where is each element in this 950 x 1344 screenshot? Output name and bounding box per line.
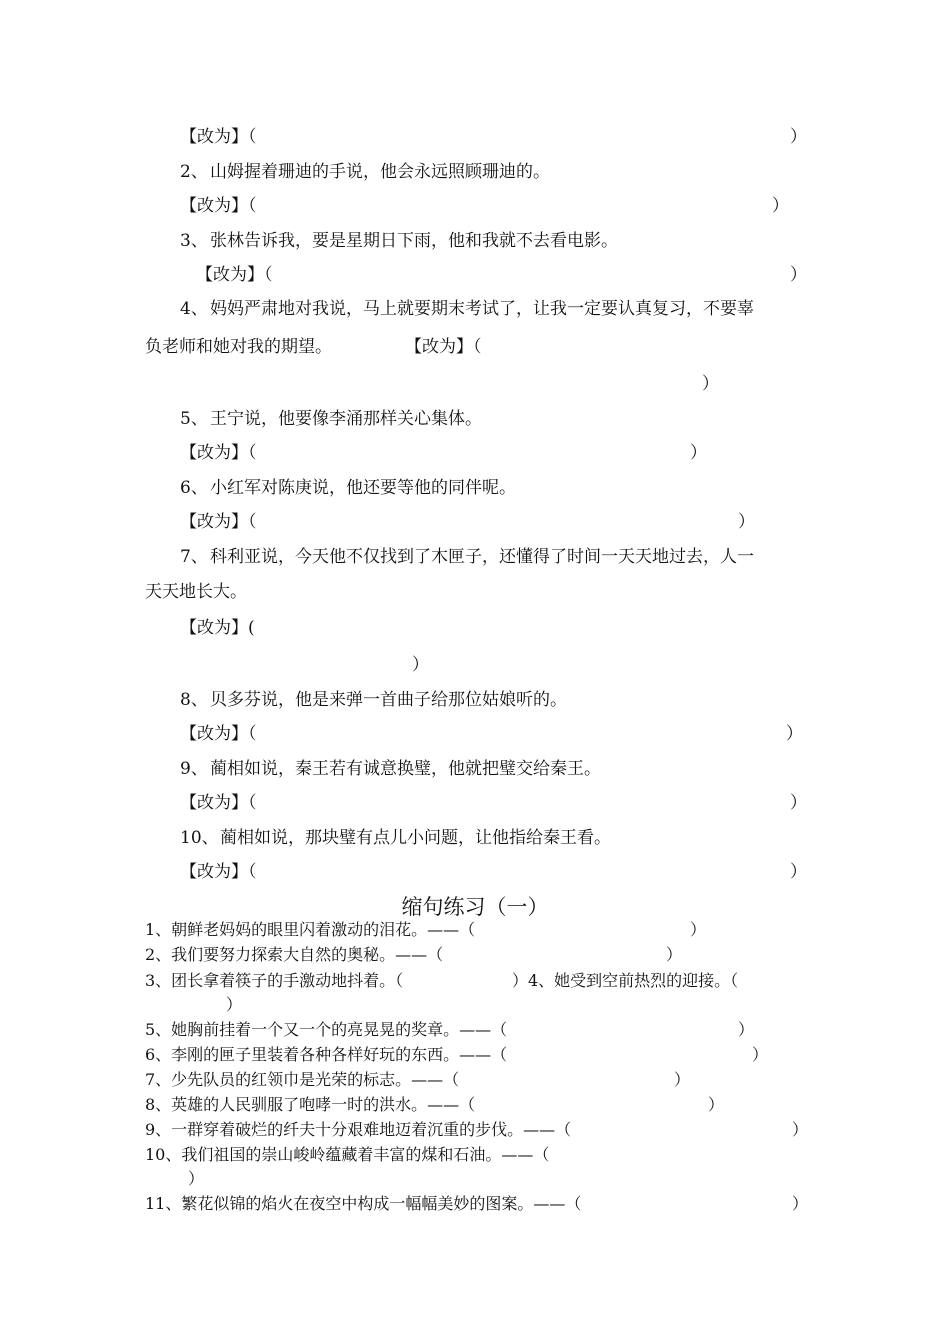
change-label: 【改为】（	[180, 127, 257, 147]
answer-close: ）	[702, 374, 719, 394]
question-number: 4、	[180, 299, 208, 319]
question-text: 蔺相如说，那块璧有点儿小问题，让他指给秦王看。	[220, 828, 611, 848]
change-label: 【改为】（	[180, 793, 257, 813]
question-text: 贝多芬说，他是来弹一首曲子给那位姑娘听的。	[210, 690, 567, 710]
list-item: 8、英雄的人民驯服了咆哮一时的洪水。——（	[145, 1095, 476, 1114]
change-label: 【改为】（	[180, 512, 257, 532]
change-label: 【改为】（	[180, 724, 257, 744]
list-item: 1、朝鲜老妈妈的眼里闪着激动的泪花。——（	[145, 920, 476, 939]
answer-close: ）	[790, 127, 807, 147]
question-text: 科利亚说，今天他不仅找到了木匣子，还懂得了时间一天天地过去，人一	[210, 547, 754, 567]
answer-close: ）	[792, 1194, 809, 1213]
question-number: 8、	[180, 690, 208, 710]
list-item: 3、团长拿着筷子的手激动地抖着。（	[145, 971, 404, 990]
change-label: 【改为】（	[180, 862, 257, 882]
question-text-cont: 负老师和她对我的期望。	[145, 337, 332, 357]
question-number: 7、	[180, 547, 208, 567]
change-label: 【改为】（	[180, 196, 257, 216]
answer-close: ）	[226, 995, 243, 1014]
question-number: 3、	[180, 231, 208, 251]
question-text-cont: 天天地长大。	[145, 582, 247, 602]
question-text: 小红军对陈庚说，他还要等他的同伴呢。	[210, 478, 516, 498]
answer-close: ）	[790, 793, 807, 813]
answer-close: ）	[188, 1169, 205, 1188]
answer-close: ）	[708, 1095, 725, 1114]
question-text: 张林告诉我，要是星期日下雨，他和我就不去看电影。	[210, 231, 618, 251]
question-number: 5、	[180, 409, 208, 429]
answer-close: ）	[674, 1070, 691, 1089]
section-title: 缩句练习（一）	[401, 895, 549, 919]
answer-close: ）	[792, 1120, 809, 1139]
list-item: 2、我们要努力探索大自然的奥秘。——（	[145, 945, 444, 964]
answer-close: ）4、她受到空前热烈的迎接。（	[512, 971, 739, 990]
answer-close: ）	[790, 265, 807, 285]
change-label: 【改为】（	[180, 443, 257, 463]
list-item: 6、李刚的匣子里装着各种各样好玩的东西。——（	[145, 1045, 508, 1064]
question-text: 山姆握着珊迪的手说，他会永远照顾珊迪的。	[210, 162, 550, 182]
question-number: 2、	[180, 162, 208, 182]
answer-close: ）	[690, 920, 707, 939]
change-label: 【改为】（	[405, 337, 482, 357]
list-item: 11、繁花似锦的焰火在夜空中构成一幅幅美妙的图案。——（	[145, 1194, 582, 1213]
answer-close: ）	[752, 1045, 769, 1064]
answer-close: ）	[738, 512, 755, 532]
answer-close: ）	[666, 945, 683, 964]
list-item: 7、少先队员的红领巾是光荣的标志。——（	[145, 1070, 460, 1089]
question-text: 妈妈严肃地对我说，马上就要期末考试了，让我一定要认真复习，不要辜	[210, 299, 754, 319]
answer-close: ）	[412, 655, 429, 675]
change-label: 【改为】(	[180, 618, 255, 638]
change-label: 【改为】（	[196, 265, 273, 285]
question-number: 6、	[180, 478, 208, 498]
list-item: 9、一群穿着破烂的纤夫十分艰难地迈着沉重的步伐。——（	[145, 1120, 572, 1139]
answer-close: ）	[786, 724, 803, 744]
answer-close: ）	[790, 862, 807, 882]
question-number: 10、	[180, 828, 219, 848]
question-text: 王宁说，他要像李涌那样关心集体。	[210, 409, 482, 429]
question-number: 9、	[180, 759, 208, 779]
list-item: 10、我们祖国的崇山峻岭蕴藏着丰富的煤和石油。——（	[145, 1145, 550, 1164]
answer-close: ）	[690, 443, 707, 463]
answer-close: ）	[738, 1020, 755, 1039]
question-text: 蔺相如说，秦王若有诚意换璧，他就把璧交给秦王。	[210, 759, 601, 779]
list-item: 5、她胸前挂着一个又一个的亮晃晃的奖章。——（	[145, 1020, 508, 1039]
answer-close: ）	[772, 196, 789, 216]
